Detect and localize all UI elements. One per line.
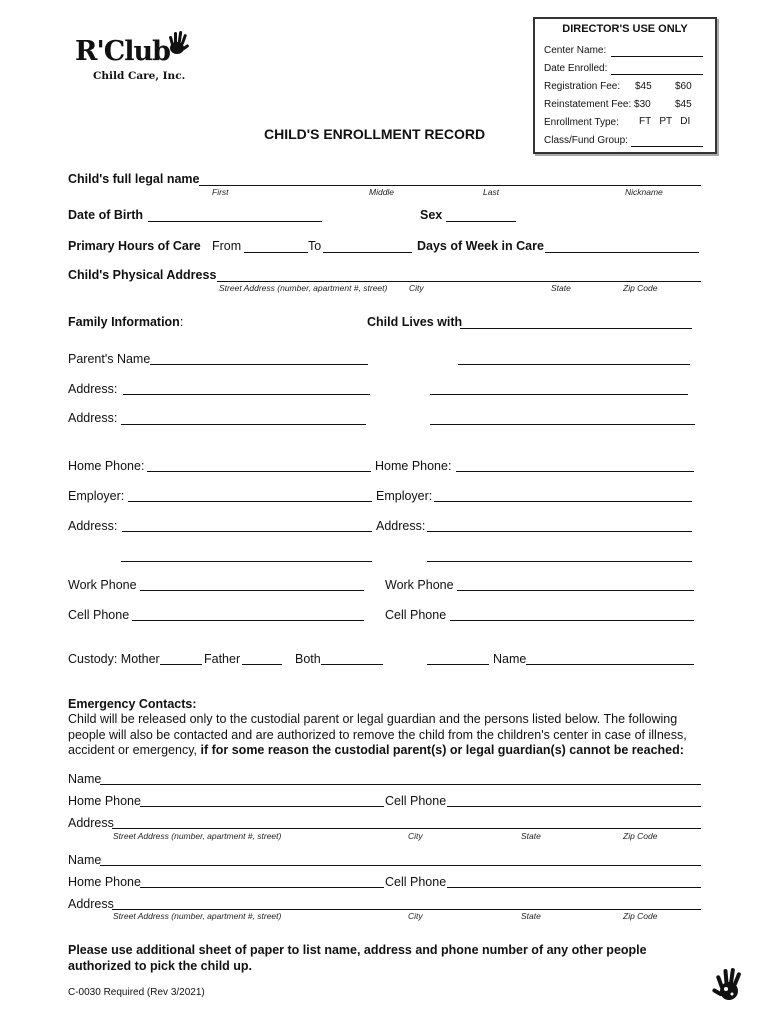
caption-street: Street Address (number, apartment #, street) — [219, 283, 388, 293]
ec2-address-field[interactable] — [112, 909, 701, 910]
rclub-logo — [75, 28, 195, 88]
custody-other-field[interactable] — [427, 664, 489, 665]
class-fund-label: Class/Fund Group: — [544, 135, 628, 146]
parent2-cell-phone-field[interactable] — [450, 620, 694, 621]
ec1-address-field[interactable] — [112, 828, 701, 829]
dob-field[interactable] — [148, 221, 322, 222]
parent1-address2-field[interactable] — [121, 424, 366, 425]
hours-from-field[interactable] — [244, 252, 308, 253]
ec2-caption-state: State — [521, 911, 541, 921]
ec1-name-field[interactable] — [100, 784, 701, 785]
lives-with-label: Child Lives with — [367, 315, 463, 329]
ec2-cell-phone-field[interactable] — [447, 887, 701, 888]
ec1-caption-street: Street Address (number, apartment #, street) — [113, 831, 282, 841]
custody-father-label: Father — [204, 652, 241, 666]
hours-to-field[interactable] — [323, 252, 412, 253]
ec1-address-label: Address — [68, 816, 114, 830]
caption-first: First — [212, 187, 229, 197]
emergency-text-3-plain: accident or emergency, — [68, 743, 197, 757]
parent2-cell-phone-label: Cell Phone — [385, 608, 447, 622]
physical-address-field[interactable] — [217, 281, 701, 282]
parent1-work-phone-field[interactable] — [140, 590, 364, 591]
ec2-home-phone-label: Home Phone — [68, 875, 141, 889]
parent2-employer-address2-field[interactable] — [427, 561, 692, 562]
footer-note-2: authorized to pick the child up. — [68, 959, 253, 973]
class-fund-field[interactable] — [631, 146, 703, 147]
emergency-heading: Emergency Contacts: — [68, 697, 197, 711]
handprint-icon — [163, 28, 193, 58]
caption-zip: Zip Code — [623, 283, 658, 293]
emergency-text-3 — [68, 743, 684, 757]
from-label: From — [212, 239, 242, 253]
ec2-home-phone-field[interactable] — [140, 887, 384, 888]
parent1-address-label: Address: — [68, 382, 118, 396]
ec2-cell-phone-label: Cell Phone — [385, 875, 447, 889]
parent2-work-phone-field[interactable] — [457, 590, 694, 591]
custody-mother-label: Custody: Mother — [68, 652, 160, 666]
form-title: CHILD'S ENROLLMENT RECORD — [264, 126, 486, 142]
custody-both-label: Both — [295, 652, 321, 666]
parent2-employer-label: Employer: — [376, 489, 433, 503]
date-enrolled-label: Date Enrolled: — [544, 63, 608, 74]
ec1-home-phone-label: Home Phone — [68, 794, 141, 808]
sex-label: Sex — [420, 208, 443, 222]
logo-wordmark: R'Club — [75, 36, 170, 67]
ec1-name-label: Name — [68, 772, 102, 786]
parent2-home-phone-field[interactable] — [456, 471, 694, 472]
caption-state: State — [551, 283, 571, 293]
emergency-text-3-bold: if for some reason the custodial parent(s) or legal guardian(s) cannot be reached: — [200, 743, 684, 757]
physical-address-label: Child's Physical Address — [68, 268, 217, 282]
custody-name-label: Name — [493, 652, 527, 666]
custody-both-field[interactable] — [321, 664, 383, 665]
parent1-name-field[interactable] — [150, 364, 368, 365]
form-code: C-0030 Required (Rev 3/2021) — [68, 987, 205, 998]
parent2-address-field[interactable] — [430, 394, 688, 395]
days-of-week-label: Days of Week in Care — [417, 239, 544, 253]
emergency-text-1: Child will be released only to the custodial parent or legal guardian and the persons listed below. The following — [68, 712, 678, 726]
family-info-colon: : — [179, 315, 184, 329]
parent2-work-phone-label: Work Phone — [385, 578, 454, 592]
enrollment-type-label: Enrollment Type: — [544, 117, 619, 128]
parent1-address2-label: Address: — [68, 411, 118, 425]
registration-fee-45[interactable]: $45 — [635, 81, 652, 92]
caption-last: Last — [483, 187, 500, 197]
parent2-name-field[interactable] — [458, 364, 690, 365]
ec1-home-phone-field[interactable] — [140, 806, 384, 807]
lives-with-field[interactable] — [460, 328, 692, 329]
ec2-address-label: Address — [68, 897, 114, 911]
directors-box-title: DIRECTOR'S USE ONLY — [562, 23, 688, 35]
parent1-home-phone-label: Home Phone: — [68, 459, 145, 473]
parent1-employer-address-label: Address: — [68, 519, 118, 533]
ec2-name-field[interactable] — [100, 865, 701, 866]
parent2-employer-address-label: Address: — [376, 519, 426, 533]
reinstatement-fee-45[interactable]: $45 — [675, 99, 692, 110]
custody-mother-field[interactable] — [160, 664, 202, 665]
registration-fee-60[interactable]: $60 — [675, 81, 692, 92]
child-full-name-field[interactable] — [199, 185, 701, 186]
child-full-name-label: Child's full legal name — [68, 172, 200, 186]
parent1-cell-phone-label: Cell Phone — [68, 608, 130, 622]
sex-field[interactable] — [446, 221, 516, 222]
ec1-cell-phone-label: Cell Phone — [385, 794, 447, 808]
parent1-home-phone-field[interactable] — [147, 471, 371, 472]
registration-fee-label: Registration Fee: — [544, 81, 621, 92]
ec1-caption-state: State — [521, 831, 541, 841]
primary-hours-label: Primary Hours of Care — [68, 239, 201, 253]
parent1-employer-label: Employer: — [68, 489, 125, 503]
handprint-icon — [710, 965, 746, 1005]
parent1-employer-field[interactable] — [128, 501, 372, 502]
parent1-address-field[interactable] — [123, 394, 370, 395]
parent2-address2-field[interactable] — [430, 424, 695, 425]
parent1-employer-address-field[interactable] — [122, 531, 372, 532]
caption-nickname: Nickname — [625, 187, 663, 197]
logo-subtitle: Child Care, Inc. — [93, 70, 186, 82]
footer-note-1: Please use additional sheet of paper to list name, address and phone number of any other people — [68, 943, 647, 957]
date-enrolled-field[interactable] — [611, 74, 703, 75]
parent2-employer-address-field[interactable] — [427, 531, 692, 532]
dob-label: Date of Birth — [68, 208, 143, 222]
parent1-employer-address2-field[interactable] — [121, 561, 372, 562]
ec2-caption-street: Street Address (number, apartment #, street) — [113, 911, 282, 921]
custody-father-field[interactable] — [242, 664, 282, 665]
reinstatement-fee-label: Reinstatement Fee: $30 — [544, 99, 651, 110]
ec1-caption-city: City — [408, 831, 423, 841]
ec2-caption-city: City — [408, 911, 423, 921]
center-name-field[interactable] — [611, 56, 703, 57]
days-of-week-field[interactable] — [545, 252, 699, 253]
parent1-work-phone-label: Work Phone — [68, 578, 137, 592]
enrollment-type-options[interactable]: FT PT DI — [639, 116, 691, 127]
family-info-heading-text: Family Information — [68, 315, 180, 329]
parent1-cell-phone-field[interactable] — [132, 620, 364, 621]
parent-name-label: Parent's Name — [68, 352, 151, 366]
family-info-heading — [68, 315, 183, 329]
directors-use-box — [533, 17, 717, 154]
ec1-caption-zip: Zip Code — [623, 831, 658, 841]
parent2-home-phone-label: Home Phone: — [375, 459, 452, 473]
ec1-cell-phone-field[interactable] — [447, 806, 701, 807]
caption-city: City — [409, 283, 424, 293]
custody-name-field[interactable] — [526, 664, 694, 665]
emergency-text-2: people will also be contacted and are authorized to remove the child from the children's center in case of illness, — [68, 728, 687, 742]
to-label: To — [308, 239, 322, 253]
ec2-caption-zip: Zip Code — [623, 911, 658, 921]
parent2-employer-field[interactable] — [434, 501, 692, 502]
ec2-name-label: Name — [68, 853, 102, 867]
caption-middle: Middle — [369, 187, 395, 197]
center-name-label: Center Name: — [544, 45, 607, 56]
